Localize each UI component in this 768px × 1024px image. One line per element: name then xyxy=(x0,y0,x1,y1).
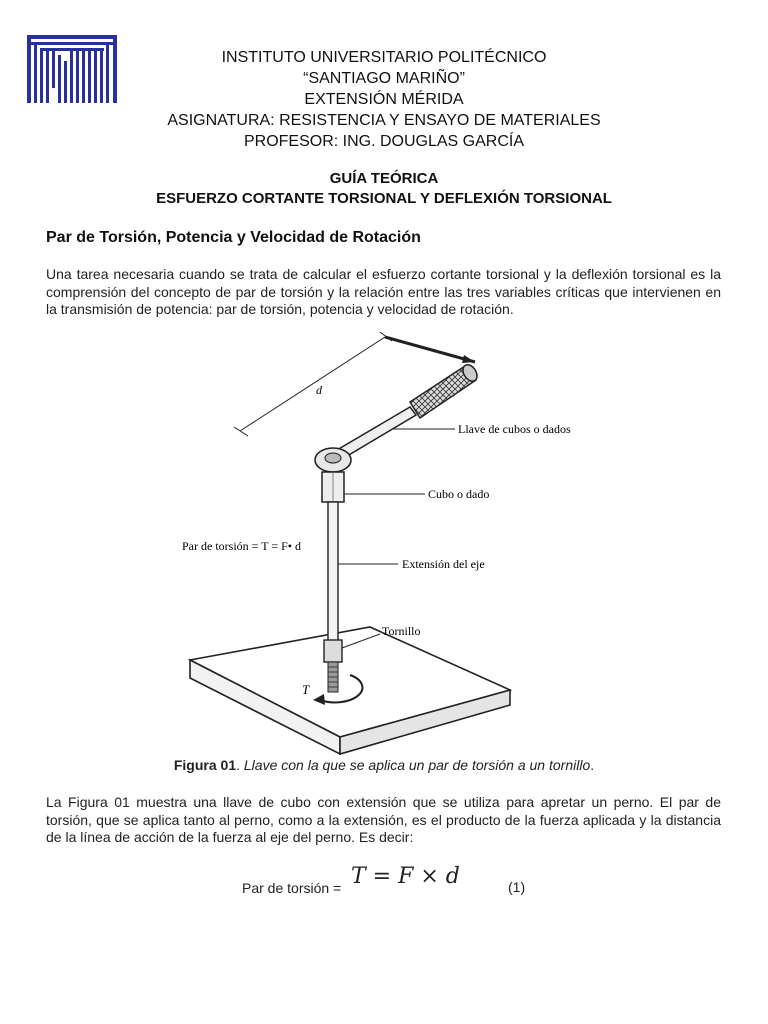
header-line-3: EXTENSIÓN MÉRIDA xyxy=(304,91,464,108)
guide-subtitle: ESFUERZO CORTANTE TORSIONAL Y DEFLEXIÓN TORSIONAL xyxy=(156,190,612,207)
label-d: d xyxy=(316,383,322,397)
label-socket: Cubo o dado xyxy=(428,487,490,501)
guide-heading xyxy=(0,169,768,209)
header-line-4: ASIGNATURA: RESISTENCIA Y ENSAYO DE MATERIALES xyxy=(167,112,601,129)
equation-label: Par de torsión = xyxy=(242,880,342,896)
guide-title: GUÍA TEÓRICA xyxy=(329,170,439,187)
figure-caption: Figura 01. Llave con la que se aplica un par de torsión a un tornillo. xyxy=(173,757,595,773)
caption-text: Llave con la que se aplica un par de torsión a un tornillo xyxy=(243,757,591,773)
explanation-paragraph: La Figura 01 muestra una llave de cubo con extensión que se utiliza para apretar un perno. El par de torsión, que se aplica tanto al perno, como a la extensión, es el producto de la fuerza aplicada y la distancia de la línea de acción de la fuerza al eje del perno. Es decir: xyxy=(46,794,721,845)
section-title: Par de Torsión, Potencia y Velocidad de Rotación xyxy=(46,229,421,246)
header-line-2: “SANTIAGO MARIÑO” xyxy=(303,70,465,87)
header-line-5: PROFESOR: ING. DOUGLAS GARCÍA xyxy=(243,133,525,150)
socket-wrench-figure xyxy=(170,332,610,762)
label-extension: Extensión del eje xyxy=(402,557,485,571)
institution-header xyxy=(0,47,768,152)
caption-figure-number: Figura 01 xyxy=(173,757,237,773)
equation-formula: T = F × d xyxy=(351,864,460,889)
label-T: T xyxy=(302,682,310,697)
label-bolt: Tornillo xyxy=(382,624,421,638)
intro-paragraph: Una tarea necesaria cuando se trata de calcular el esfuerzo cortante torsional y la deflexión torsional es la comprensión del concepto de par de torsión y la relación entre las tres variables críticas que intervienen en la transmisión de potencia: par de torsión, potencia y velocidad de rotación. xyxy=(46,266,721,317)
header-line-1: INSTITUTO UNIVERSITARIO POLITÉCNICO xyxy=(221,49,547,66)
equation-number: (1) xyxy=(508,879,526,895)
label-torque: Par de torsión = T = F• d xyxy=(182,539,301,553)
label-wrench: Llave de cubos o dados xyxy=(458,422,571,436)
